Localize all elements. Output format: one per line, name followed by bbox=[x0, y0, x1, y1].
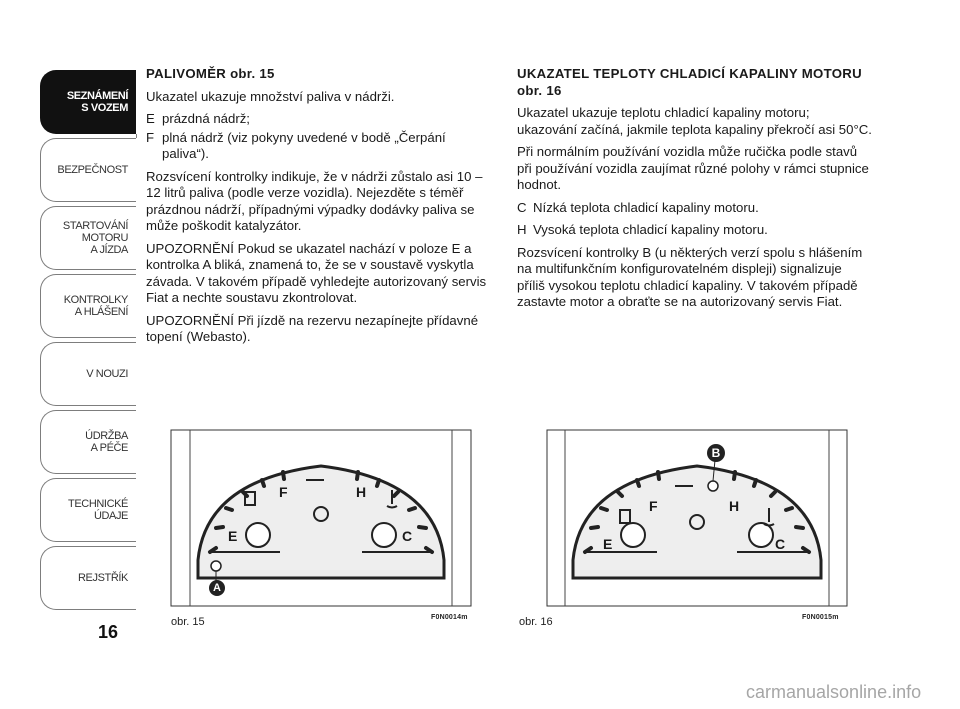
item-key: F bbox=[146, 129, 155, 145]
item-text: prázdná nádrž; bbox=[162, 111, 250, 126]
figure-temp-gauge bbox=[517, 428, 867, 628]
tab-udrzba[interactable] bbox=[40, 410, 136, 474]
figure-caption: obr. 15 bbox=[171, 616, 205, 628]
fuel-full-mark: F bbox=[649, 498, 658, 514]
tab-label: BEZPEČNOST bbox=[57, 164, 128, 176]
tab-label: REJSTŘÍK bbox=[78, 572, 128, 584]
coolant-temp-section bbox=[517, 66, 872, 317]
callout-a: A bbox=[209, 580, 225, 596]
item-key: C bbox=[517, 199, 527, 215]
figure-fuel-gauge bbox=[146, 428, 496, 628]
paragraph: Ukazatel ukazuje teplotu chladicí kapaliny motoru; ukazování začíná, jakmile teplota kapaliny překročí asi 50°C. bbox=[517, 105, 872, 137]
section-heading: PALIVOMĚR obr. 15 bbox=[146, 66, 275, 81]
fuel-full-mark: F bbox=[279, 484, 288, 500]
gauge-illustration bbox=[146, 428, 496, 628]
list-item bbox=[146, 111, 496, 128]
tab-label: STARTOVÁNÍ MOTORU A JÍZDA bbox=[62, 220, 128, 256]
tab-label: SEZNÁMENÍ S VOZEM bbox=[66, 90, 128, 114]
paragraph: Rozsvícení kontrolky indikuje, že v nádrži zůstalo asi 10 – 12 litrů paliva (podle verze vozidla). Nejezděte s téměř prázdnou nádrží, případnými výpadky dodávky paliva se může poškodit katalyzátor. bbox=[146, 168, 483, 233]
fuel-empty-mark: E bbox=[603, 536, 613, 552]
tab-v-nouzi[interactable] bbox=[40, 342, 136, 406]
temp-hot-mark: H bbox=[356, 484, 367, 500]
tab-rejstrik[interactable] bbox=[40, 546, 136, 610]
gauge-illustration bbox=[517, 428, 867, 628]
figure-code: F0N0015m bbox=[802, 614, 839, 621]
watermark: carmanualsonline.info bbox=[746, 682, 922, 702]
tab-label: V NOUZI bbox=[86, 368, 128, 380]
item-text: plná nádrž (viz pokyny uvedené v bodě „Čerpání paliva“). bbox=[162, 129, 446, 161]
section-heading: UKAZATEL TEPLOTY CHLADICÍ KAPALINY MOTORU obr. 16 bbox=[517, 66, 862, 98]
fuel-empty-mark: E bbox=[228, 528, 238, 544]
tab-startovani-motoru[interactable] bbox=[40, 206, 136, 270]
tab-technicke-udaje[interactable] bbox=[40, 478, 136, 542]
tab-kontrolky[interactable] bbox=[40, 274, 136, 338]
paragraph: Při normálním používání vozidla může ručička podle stavů při používání vozidla zaujímat různé polohy v rámci stupnice hodnot. bbox=[517, 144, 869, 192]
tab-bezpecnost[interactable] bbox=[40, 138, 136, 202]
list-item bbox=[517, 200, 872, 217]
paragraph: Rozsvícení kontrolky B (u některých verzí spolu s hlášením na multifunkčním konfigurovatelném displeji) signalizuje příliš vysokou teplotu chladicí kapaliny. V takovém případě zastavte motor a obraťte se na autorizovaný servis Fiat. bbox=[517, 244, 863, 309]
page-number: 16 bbox=[98, 622, 119, 642]
temp-hot-mark: H bbox=[729, 498, 740, 514]
figure-code: F0N0014m bbox=[431, 614, 468, 621]
item-text: Vysoká teplota chladicí kapaliny motoru. bbox=[533, 222, 768, 237]
tab-seznameni-s-vozem[interactable] bbox=[40, 70, 136, 134]
list-item bbox=[517, 222, 872, 239]
tab-label: ÚDRŽBA A PÉČE bbox=[85, 430, 128, 454]
temp-cold-mark: C bbox=[402, 528, 413, 544]
paragraph: UPOZORNĚNÍ Pokud se ukazatel nachází v poloze E a kontrolka A bliká, znamená to, že se v soustavě vyskytla závada. V takovém případě vyhledejte autorizovaný servis Fiat a nechte soustavu zkontrolovat. bbox=[146, 240, 487, 305]
temp-cold-mark: C bbox=[775, 536, 786, 552]
item-key: E bbox=[146, 111, 155, 126]
tab-divider bbox=[136, 134, 137, 138]
fuel-gauge-section bbox=[146, 66, 496, 352]
tab-label: TECHNICKÉ ÚDAJE bbox=[68, 498, 128, 522]
paragraph: UPOZORNĚNÍ Při jízdě na rezervu nezapínejte přídavné topení (Webasto). bbox=[146, 312, 479, 344]
figure-caption: obr. 16 bbox=[519, 616, 553, 628]
tab-label: KONTROLKY A HLÁŠENÍ bbox=[63, 294, 128, 318]
list-item bbox=[146, 130, 496, 163]
paragraph: Ukazatel ukazuje množství paliva v nádrži. bbox=[146, 88, 395, 104]
callout-b: B bbox=[707, 444, 725, 462]
item-text: Nízká teplota chladicí kapaliny motoru. bbox=[533, 199, 759, 215]
item-key: H bbox=[517, 222, 527, 237]
